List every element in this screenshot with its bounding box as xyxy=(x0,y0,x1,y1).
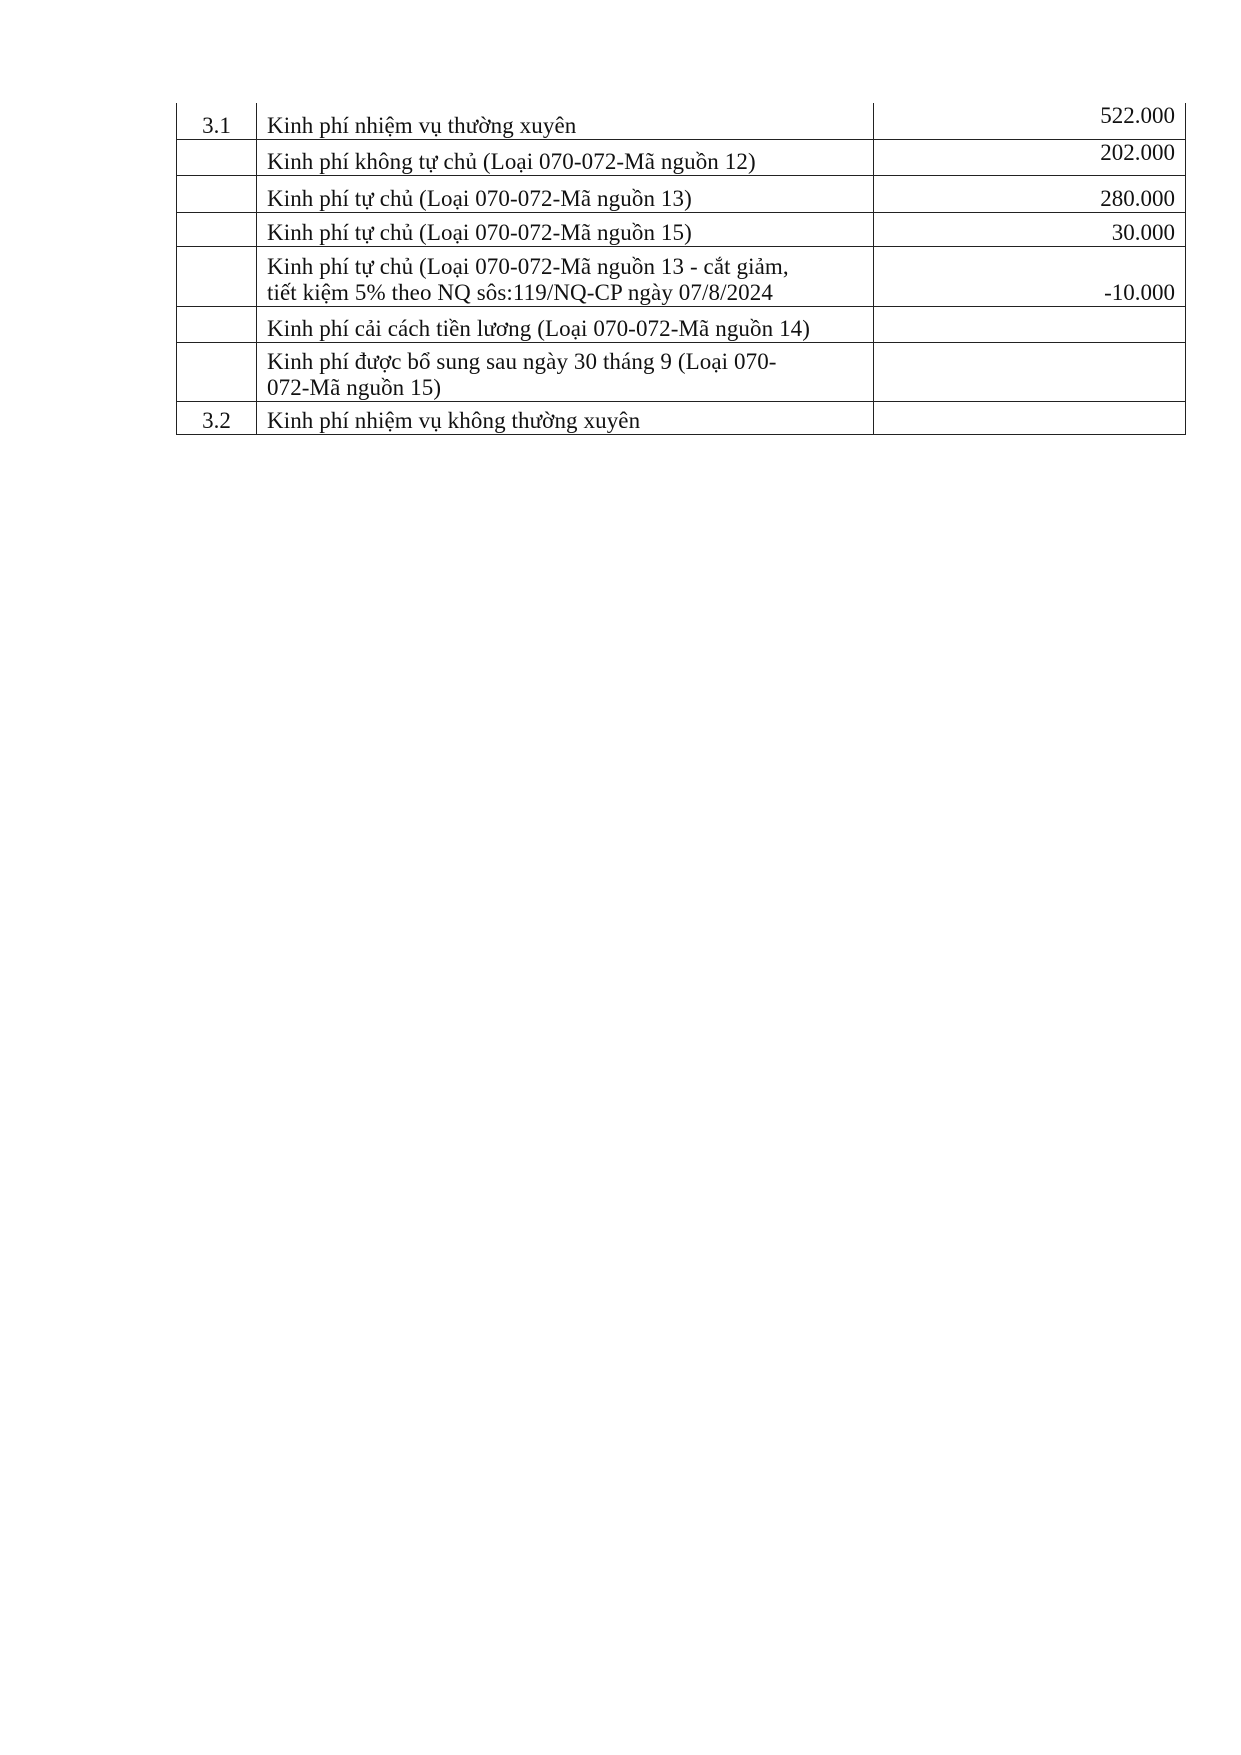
description-text: Kinh phí tự chủ (Loại 070-072-Mã nguồn 13) xyxy=(267,186,692,211)
row-number-cell xyxy=(177,343,257,402)
row-number-cell xyxy=(177,140,257,176)
table-row xyxy=(177,176,1186,213)
amount-cell xyxy=(874,343,1186,402)
amount-cell xyxy=(874,402,1186,435)
table-row xyxy=(177,140,1186,176)
row-number-cell: 3.2 xyxy=(177,402,257,435)
description-text: Kinh phí cải cách tiền lương (Loại 070-072-Mã nguồn 14) xyxy=(267,316,811,341)
description-text: Kinh phí nhiệm vụ không thường xuyên xyxy=(267,408,641,433)
table-row xyxy=(177,307,1186,343)
row-number-cell xyxy=(177,307,257,343)
row-number-cell xyxy=(177,213,257,247)
table-row xyxy=(177,103,1186,140)
table-row xyxy=(177,213,1186,247)
budget-table xyxy=(176,103,1186,435)
amount-cell xyxy=(874,307,1186,343)
amount-cell: -10.000 xyxy=(874,247,1186,307)
description-cell xyxy=(257,176,874,213)
amount-cell: 280.000 xyxy=(874,176,1186,213)
description-text: Kinh phí tự chủ (Loại 070-072-Mã nguồn 13 - cắt giảm, tiết kiệm 5% theo NQ sôs:119/NQ-CP ngày 07/8/2024 xyxy=(267,254,789,305)
description-cell xyxy=(257,402,874,435)
row-number-cell xyxy=(177,247,257,307)
description-cell xyxy=(257,343,874,402)
row-number-cell: 3.1 xyxy=(177,103,257,140)
amount-cell: 202.000 xyxy=(874,140,1186,176)
description-cell xyxy=(257,140,874,176)
table-row xyxy=(177,402,1186,435)
row-number-cell xyxy=(177,176,257,213)
description-text: Kinh phí tự chủ (Loại 070-072-Mã nguồn 15) xyxy=(267,220,692,245)
amount-cell: 522.000 xyxy=(874,103,1186,140)
description-cell xyxy=(257,213,874,247)
description-text: Kinh phí được bổ sung sau ngày 30 tháng 9 (Loại 070- 072-Mã nguồn 15) xyxy=(267,349,777,400)
table-row xyxy=(177,343,1186,402)
description-cell xyxy=(257,307,874,343)
table-row xyxy=(177,247,1186,307)
description-cell xyxy=(257,103,874,140)
description-cell xyxy=(257,247,874,307)
amount-cell: 30.000 xyxy=(874,213,1186,247)
description-text: Kinh phí không tự chủ (Loại 070-072-Mã nguồn 12) xyxy=(267,149,756,174)
description-text: Kinh phí nhiệm vụ thường xuyên xyxy=(267,113,577,138)
